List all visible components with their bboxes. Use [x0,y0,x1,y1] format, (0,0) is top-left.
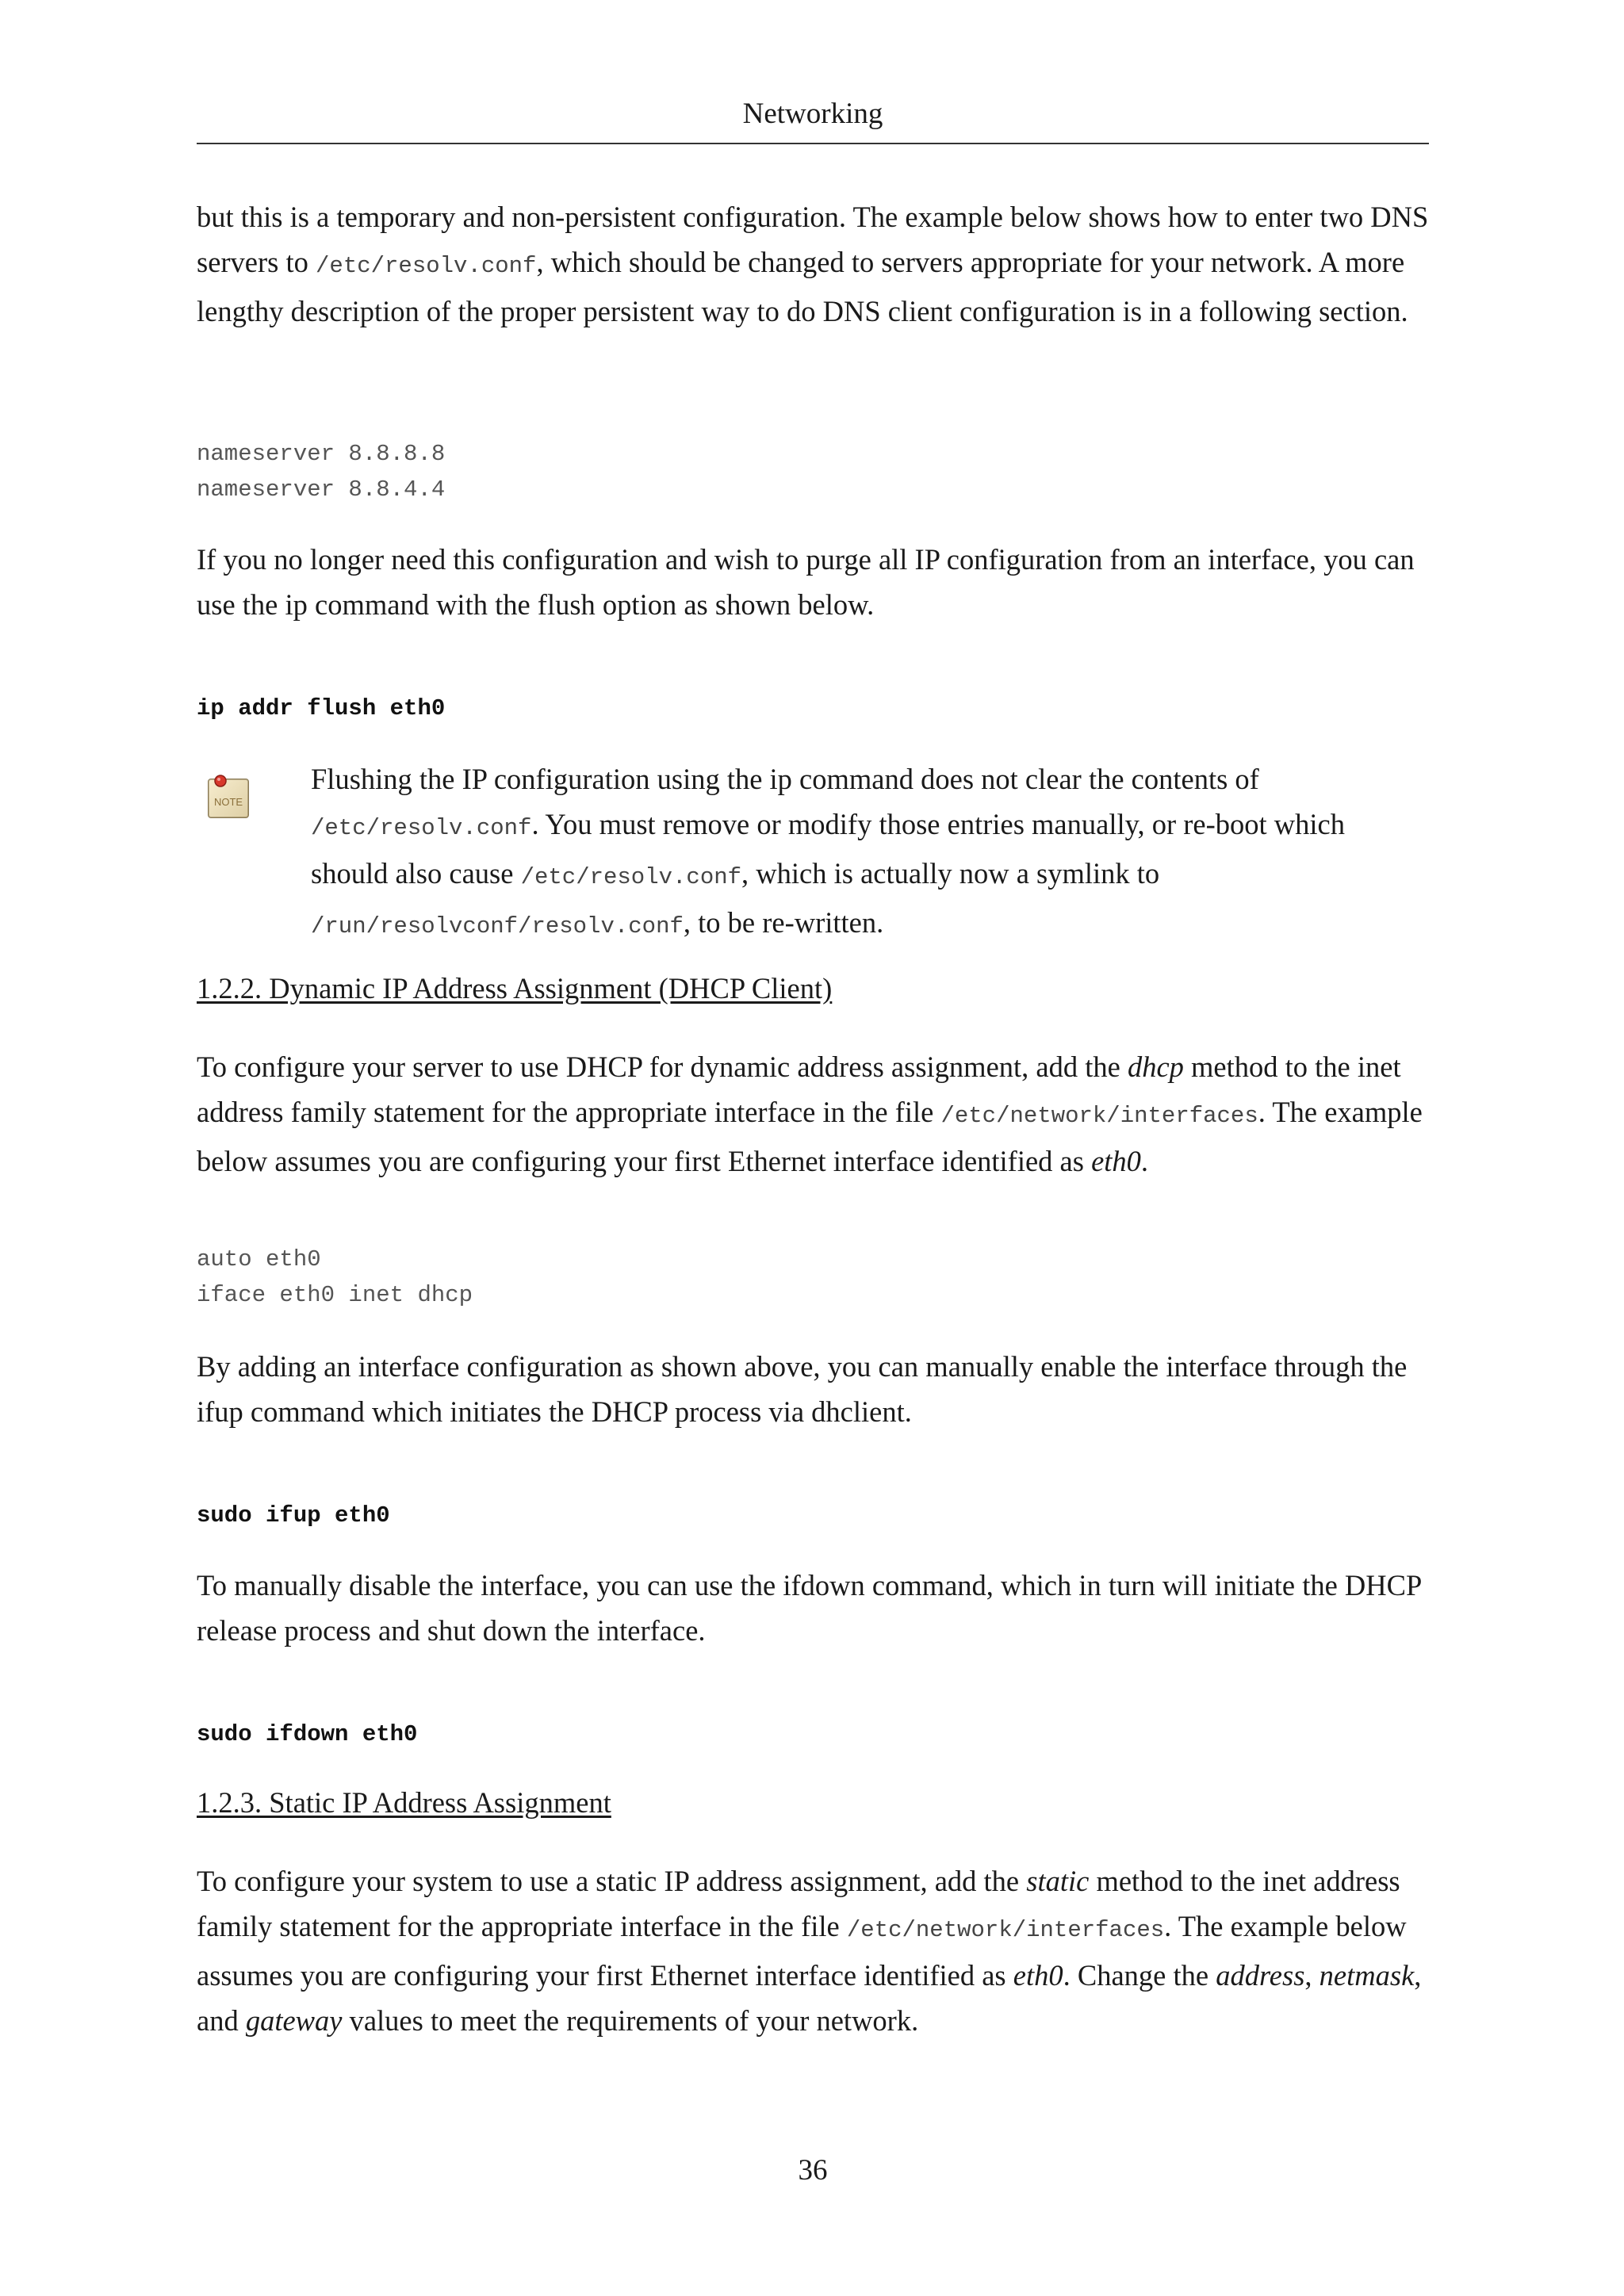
dhcp-paragraph-1-block [197,1044,1429,1184]
dhcp-paragraph-1 [197,1044,1429,1184]
note-paragraph [311,756,1429,949]
flush-paragraph: If you no longer need this configuration and wish to purge all IP configuration from an interface, you can use the ip command with the flush option as shown below. [197,543,1415,621]
dhcp-paragraph-2-block [197,1344,1429,1434]
note-block [311,756,1429,949]
dhcp-config-code-block [197,1242,1429,1313]
dhcp-p1-text-3: . The example below assumes you are configuring your first Ethernet interface identified as [197,1096,1423,1177]
note-path-1: /etc/resolv.conf [311,815,532,841]
interfaces-path: /etc/network/interfaces [940,1103,1258,1129]
static-p1-text-5: , [1304,1959,1320,1992]
resolv-conf-path: /etc/resolv.conf [316,253,537,279]
netmask-term: netmask [1319,1959,1415,1992]
note-text-1: Flushing the IP configuration using the ip command does not clear the contents of [311,763,1259,795]
address-term: address [1216,1959,1305,1992]
dhcp-method-term: dhcp [1127,1050,1184,1083]
static-eth0-term: eth0 [1013,1959,1063,1992]
dhcp-paragraph-3: To manually disable the interface, you can use the ifdown command, which in turn will initiate the DHCP release process and shut down the interface. [197,1569,1421,1647]
header-divider [197,143,1429,144]
dhcp-section-heading: 1.2.2. Dynamic IP Address Assignment (DHCP Client) [197,972,833,1004]
note-path-3: /run/resolvconf/resolv.conf [311,913,684,939]
gateway-term: gateway [245,2004,343,2037]
static-method-term: static [1026,1865,1090,1897]
static-p1-text-3: . The example below assumes you are configuring your first Ethernet interface identified as [197,1910,1407,1992]
intro-text-1: but this is a temporary and non-persistent configuration. The example below shows how to enter two DNS servers to [197,201,1429,278]
static-p1-text-7: values to meet the requirements of your network. [342,2004,919,2037]
note-icon-label: NOTE [213,796,243,808]
nameserver-code-block [197,436,1429,507]
ifup-command: sudo ifup eth0 [197,1502,390,1529]
note-text-2: . You must remove or modify those entries manually, or re-boot which should also cause [311,808,1345,890]
intro-text-2: , which should be changed to servers appropriate for your network. A more lengthy description of the proper persistent way to do DNS client configuration is in a following section. [197,246,1408,327]
intro-paragraph [197,194,1429,334]
static-p1-text-6: , and [197,1959,1422,2037]
intro-paragraph-block [197,194,1429,334]
static-paragraph-block [197,1858,1429,2043]
static-interfaces-path: /etc/network/interfaces [846,1917,1165,1943]
dhcp-config-code: auto eth0 iface eth0 inet dhcp [197,1246,473,1308]
flush-command-block [197,691,1429,726]
static-p1-text-4: . Change the [1063,1959,1216,1992]
dhcp-p1-text-1: To configure your server to use DHCP for dynamic address assignment, add the [197,1050,1128,1083]
dhcp-p1-text-4: . [1140,1145,1149,1177]
flush-paragraph-block [197,537,1429,627]
note-text-4: , to be re-written. [683,906,884,939]
note-icon [205,773,252,822]
dhcp-heading-block [197,970,1429,1007]
note-text-3: , which is actually now a symlink to [741,857,1160,890]
flush-command: ip addr flush eth0 [197,695,446,721]
static-section-heading: 1.2.3. Static IP Address Assignment [197,1786,611,1819]
ifdown-command: sudo ifdown eth0 [197,1721,418,1747]
static-p1-text-2: method to the inet address family statement for the appropriate interface in the file [197,1865,1400,1942]
dhcp-paragraph-3-block [197,1563,1429,1653]
ifup-command-block [197,1498,1429,1533]
running-header: Networking [742,98,883,130]
note-path-2: /etc/resolv.conf [520,864,742,890]
page-number: 36 [798,2154,828,2187]
static-paragraph [197,1858,1429,2043]
dhcp-paragraph-2: By adding an interface configuration as shown above, you can manually enable the interface through the ifup command which initiates the DHCP process via dhclient. [197,1350,1408,1428]
eth0-term: eth0 [1091,1145,1141,1177]
nameserver-code: nameserver 8.8.8.8 nameserver 8.8.4.4 [197,441,446,503]
ifdown-command-block [197,1716,1429,1752]
dhcp-p1-text-2: method to the inet address family statement for the appropriate interface in the file [197,1050,1401,1128]
static-p1-text-1: To configure your system to use a static IP address assignment, add the [197,1865,1027,1897]
static-heading-block [197,1784,1429,1821]
